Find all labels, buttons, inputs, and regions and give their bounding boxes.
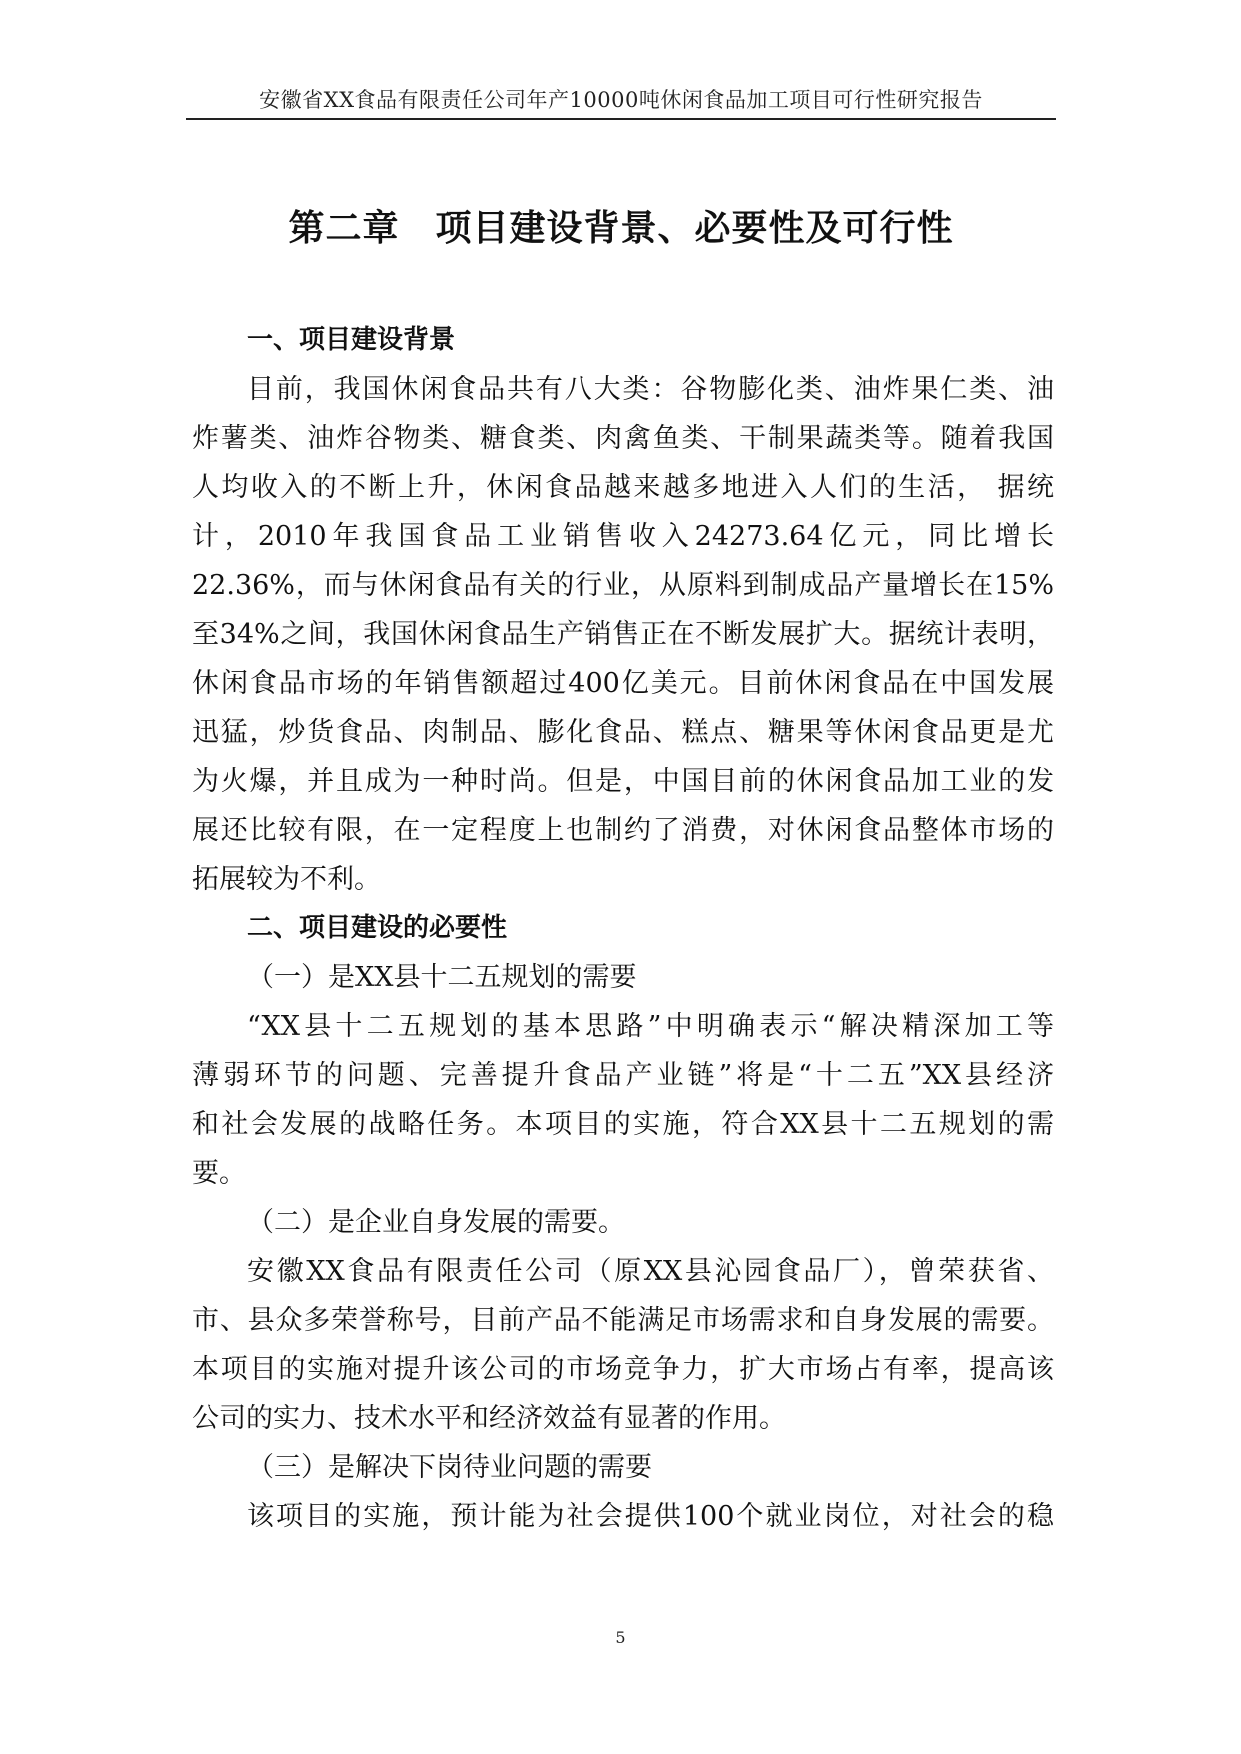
paragraph-line: 迅猛，炒货食品、肉制品、膨化食品、糕点、糖果等休闲食品更是尤 (192, 717, 1054, 748)
section-heading-background: 一、项目建设背景 (247, 325, 456, 355)
chapter-heading: 项目建设背景、必要性及可行性 (435, 208, 954, 249)
subsection-heading: （一）是XX县十二五规划的需要 (247, 962, 637, 993)
paragraph-line: 炸薯类、油炸谷物类、糖食类、肉禽鱼类、干制果蔬类等。随着我国 (192, 423, 1054, 454)
paragraph-line: 公司的实力、技术水平和经济效益有显著的作用。 (192, 1403, 786, 1434)
header-rule (186, 118, 1056, 120)
paragraph-line: 22.36%，而与休闲食品有关的行业，从原料到制成品产量增长在15% (192, 570, 1054, 601)
subsection-heading: （三）是解决下岗待业问题的需要 (247, 1452, 652, 1483)
paragraph-line: 拓展较为不利。 (192, 864, 381, 895)
paragraph-line: 本项目的实施对提升该公司的市场竞争力，扩大市场占有率，提高该 (192, 1354, 1054, 1385)
paragraph-line: “XX县十二五规划的基本思路”中明确表示“解决精深加工等 (247, 1011, 1054, 1042)
paragraph-line: 展还比较有限，在一定程度上也制约了消费，对休闲食品整体市场的 (192, 815, 1054, 846)
paragraph-line: 薄弱环节的问题、完善提升食品产业链”将是“十二五”XX县经济 (192, 1060, 1054, 1091)
subsection-heading: （二）是企业自身发展的需要。 (247, 1207, 625, 1238)
chapter-title (186, 200, 1056, 251)
paragraph-line: 人均收入的不断上升，休闲食品越来越多地进入人们的生活， 据统 (192, 472, 1054, 503)
paragraph-line: 安徽XX食品有限责任公司（原XX县沁园食品厂），曾荣获省、 (247, 1256, 1054, 1287)
running-header: 安徽省XX食品有限责任公司年产10000吨休闲食品加工项目可行性研究报告 (259, 88, 983, 112)
paragraph-line: 市、县众多荣誉称号，目前产品不能满足市场需求和自身发展的需要。 (192, 1305, 1054, 1336)
paragraph-line: 目前，我国休闲食品共有八大类：谷物膨化类、油炸果仁类、油 (247, 374, 1054, 405)
document-body (192, 316, 1054, 1541)
paragraph-line: 为火爆，并且成为一种时尚。但是，中国目前的休闲食品加工业的发 (192, 766, 1054, 797)
chapter-number: 第二章 (288, 208, 400, 249)
paragraph-line: 休闲食品市场的年销售额超过400亿美元。目前休闲食品在中国发展 (192, 668, 1054, 699)
paragraph-line: 至34%之间，我国休闲食品生产销售正在不断发展扩大。据统计表明， (192, 619, 1054, 650)
paragraph-line: 和社会发展的战略任务。本项目的实施，符合XX县十二五规划的需 (192, 1109, 1054, 1140)
page-number: 5 (615, 1628, 626, 1647)
paragraph-line: 该项目的实施，预计能为社会提供100个就业岗位，对社会的稳 (247, 1501, 1054, 1532)
paragraph-line: 要。 (192, 1158, 246, 1189)
section-heading-necessity: 二、项目建设的必要性 (247, 913, 508, 943)
paragraph-line: 计，2010年我国食品工业销售收入24273.64亿元，同比增长 (192, 521, 1054, 552)
